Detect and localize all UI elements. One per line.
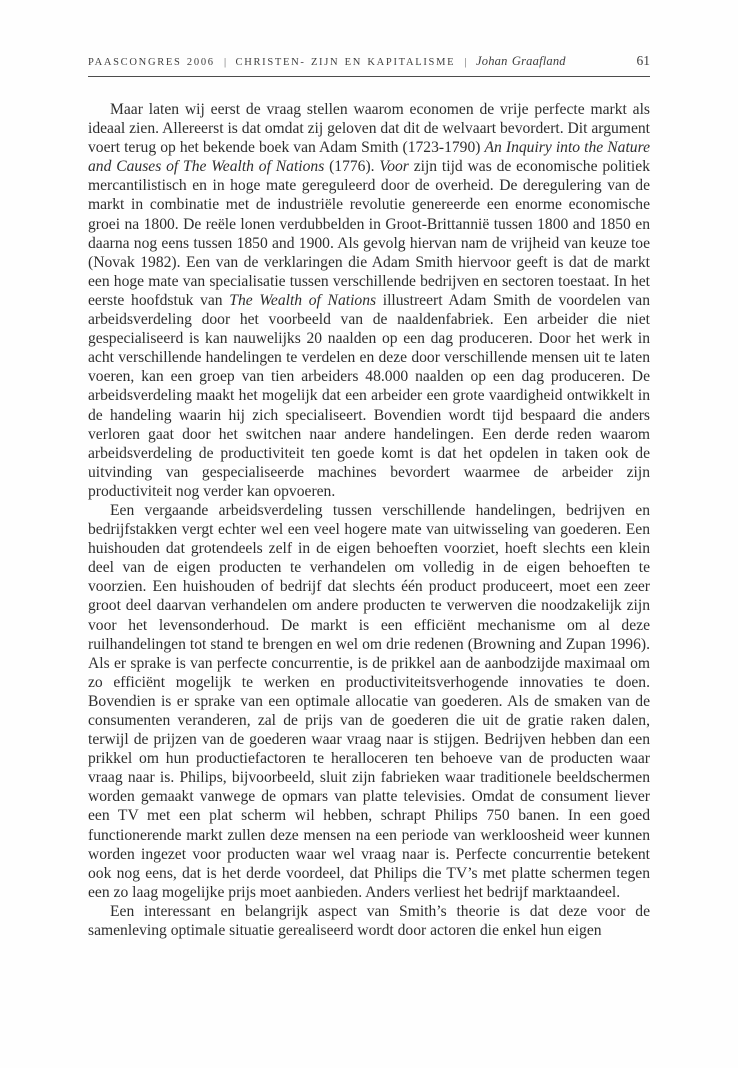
paragraph (88, 501, 650, 902)
header-event-label: PAASCONGRES 2006 (88, 57, 215, 68)
header-running-title (88, 54, 566, 69)
page-header (88, 53, 650, 77)
italic-text-run: The Wealth of Nations (229, 291, 377, 309)
text-run: zijn tijd was de economische politiek mercantilistisch en in hoge mate gereguleerd door de overheid. De deregulering van de markt in combinatie met de industriële revolutie genereerde een enorme economische groei na 1800. De reële lonen verdubbelden in Groot-Brittannië tussen 1800 and 1850 en daarna nog eens tussen 1850 and 1900. Als gevolg hiervan nam de vrijheid van keuze toe (Novak 1982). Een van de verklaringen die Adam Smith hiervoor geeft is dat de markt een hoge mate van specialisatie tussen verschillende bedrijven en sectoren toestaat. In het eerste hoofdstuk van (88, 158, 650, 309)
header-divider-icon: | (224, 57, 227, 68)
page-body (88, 100, 650, 940)
paragraph (88, 100, 650, 501)
text-run: illustreert Adam Smith de voordelen van arbeidsverdeling door het voorbeeld van de naaldenfabriek. Een arbeider die niet gespecialiseerd is kan nauwelijks 20 naalden op een dag produceren. Door het werk in acht verschillende handelingen te verdelen en deze door verschillende mensen uit te laten voeren, kan een groep van tien arbeiders 48.000 naalden op een dag produceren. De arbeidsverdeling maakt het mogelijk dat een arbeider een grote vaardigheid ontwikkelt in de handeling waarin hij zich specialiseert. Bovendien wordt tijd bespaard die anders verloren gaat door het switchen naar andere handelingen. Een derde reden waarom arbeidsverdeling de productiviteit ten goede komt is dat het opdelen in taken ook de uitvinding van gespecialiseerde machines bevordert waarmee de arbeider zijn productiviteit nog verder kan opvoeren. (88, 291, 650, 500)
paragraphs (88, 100, 650, 940)
italic-text-run: An Inquiry into the Nature and Causes of The Wealth of Nations (88, 139, 651, 176)
header-rule (88, 76, 650, 77)
text-run: Maar laten wij eerst de vraag stellen waarom economen de vrije perfecte markt als ideaal zien. Allereerst is dat omdat zij geloven dat dit de welvaart bevordert. Dit argument voert terug op het bekende boek van Adam Smith (1723-1790) (88, 101, 650, 157)
text-run: (1776). (324, 158, 380, 176)
page-number: 61 (636, 53, 650, 68)
header-book-title-label: CHRISTEN- ZIJN EN KAPITALISME (235, 57, 456, 68)
header-divider-icon: | (464, 57, 467, 68)
header-row (88, 53, 650, 69)
paragraph (88, 902, 650, 940)
text-run: Een interessant en belangrijk aspect van Smith’s theorie is dat deze voor de samenleving optimale situatie gerealiseerd wordt door actoren die enkel hun eigen (88, 902, 650, 940)
italic-text-run: Voor (379, 158, 409, 176)
text-run: Een vergaande arbeidsverdeling tussen verschillende handelingen, bedrijven en bedrijfstakken vergt echter wel een veel hogere mate van uitwisseling van goederen. Een huishouden dat grotendeels zelf in de eigen behoeften voorziet, hoeft slechts een klein deel van de eigen producten te verhandelen om volledig in de eigen behoeften te voorzien. Een huishouden of bedrijf dat slechts één product produceert, moet een zeer groot deel daarvan verhandelen om andere producten te verwerven die noodzakelijk zijn voor het levensonderhoud. De markt is een efficiënt mechanisme om al deze ruilhandelingen tot stand te brengen en wel om drie redenen (Browning and Zupan 1996). Als er sprake is van perfecte concurrentie, is de prikkel aan de aanbodzijde maximaal om zo efficiënt mogelijk te werken en productiviteitsverhogende innovaties te doen. Bovendien is er sprake van een optimale allocatie van goederen. Als de smaken van de consumenten veranderen, zal de prijs van de goederen die uit de gratie raken dalen, terwijl de prijzen van de goederen waar vraag naar is stijgen. Bedrijven hebben dan een prikkel om hun productiefactoren te heralloceren ten behoeve van de producten waar vraag naar is. Philips, bijvoorbeeld, sluit zijn fabrieken waar traditionele beeldschermen worden gemaakt vanwege de opmars van platte televisies. Omdat de consument liever een TV met een plat scherm wil hebben, schrapt Philips 750 banen. In een goed functionerende markt zullen deze mensen na een periode van werkloosheid weer kunnen worden ingezet voor producten waar wel vraag naar is. Perfecte concurrentie betekent ook nog eens, dat is het derde voordeel, dat Philips die TV’s met platte schermen tegen een zo laag mogelijke prijs moet aanbieden. Anders verliest het bedrijf marktaandeel. (88, 501, 650, 901)
header-author-label: Johan Graafland (476, 54, 566, 68)
